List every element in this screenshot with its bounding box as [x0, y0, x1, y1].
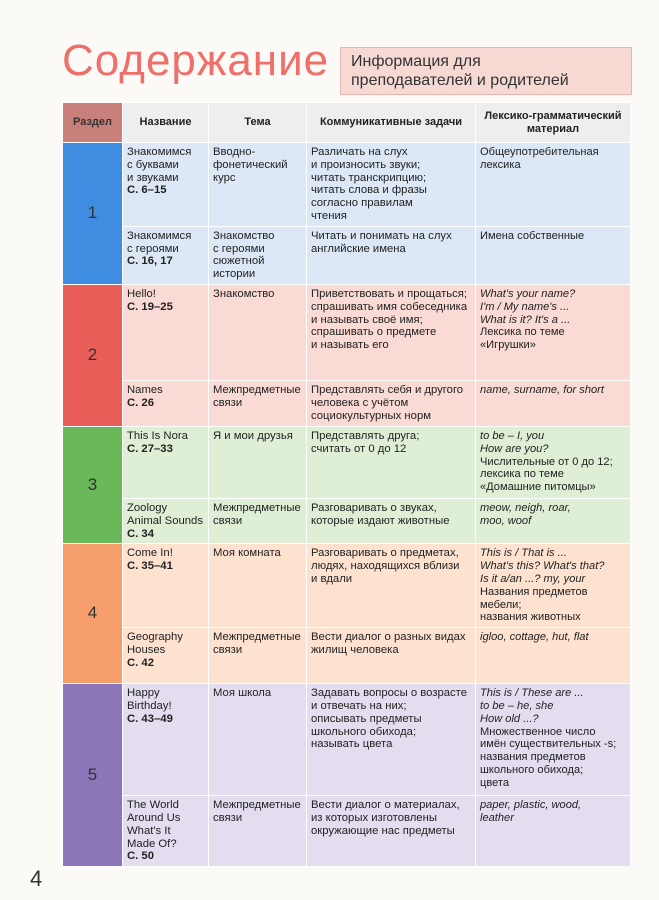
task-line: Вести диалог о разных видах: [311, 631, 466, 644]
task-line: спрашивать о предмете: [311, 326, 437, 339]
task-line: Различать на слух: [311, 146, 408, 158]
topic-line: Межпредметные: [213, 799, 301, 812]
tasks-cell: [307, 628, 476, 684]
lesson-name-line: Come In!: [127, 547, 173, 560]
col-header-tasks: Коммуникативные задачи: [307, 103, 476, 143]
table-row: [63, 684, 631, 796]
lexicon-line: Имена собственные: [480, 229, 585, 242]
table-header-row: [63, 103, 631, 143]
lesson-name-line: с буквами: [127, 158, 179, 171]
table-row: [63, 426, 631, 498]
table-row: [63, 628, 631, 684]
lexicon-line: лексика по теме: [480, 468, 564, 481]
table-row: [63, 796, 631, 867]
task-line: Читать и понимать на слух: [311, 229, 452, 242]
table-row: [63, 143, 631, 227]
task-line: и называть своё имя;: [311, 313, 423, 326]
lexicon-line: названия животных: [480, 611, 581, 624]
lesson-name-line: Names: [127, 383, 163, 396]
task-line: называть цвета: [311, 738, 393, 751]
page-title: Содержание: [62, 36, 330, 85]
tasks-cell: [307, 226, 476, 284]
task-line: Приветствовать и прощаться;: [311, 287, 468, 300]
lesson-name-line: Happy: [127, 687, 160, 700]
topic-cell: [209, 628, 307, 684]
lexicon-cell: [476, 796, 631, 867]
tasks-cell: [307, 143, 476, 227]
lexicon-cell: [476, 284, 631, 380]
lesson-name-line: с героями: [127, 242, 179, 255]
lexicon-cell: [476, 380, 631, 426]
lesson-name-cell: [123, 143, 209, 227]
tasks-cell: [307, 544, 476, 628]
task-line: и отвечать на них;: [311, 699, 407, 712]
lesson-name-line: Geography: [127, 631, 183, 644]
task-line: жилищ человека: [311, 643, 399, 656]
task-line: согласно правилам: [311, 197, 413, 210]
lesson-name-line: Houses: [127, 643, 166, 656]
lexicon-line: цвета: [480, 776, 510, 789]
lesson-name-cell: [123, 226, 209, 284]
tasks-cell: [307, 684, 476, 796]
topic-line: связи: [213, 643, 243, 656]
topic-line: Моя комната: [213, 547, 281, 560]
lesson-name-line: What's It: [127, 824, 171, 837]
section-number: 4: [63, 544, 123, 684]
lexicon-line: Множественное число: [480, 725, 596, 738]
topic-line: Знакомство: [213, 287, 275, 300]
tasks-cell: [307, 426, 476, 498]
table-row: [63, 380, 631, 426]
task-line: Представлять себя и другого: [311, 383, 464, 396]
task-line: считать от 0 до 12: [311, 442, 407, 455]
lesson-name-cell: [123, 284, 209, 380]
section-number: 2: [63, 284, 123, 426]
task-line: Представлять друга;: [311, 429, 420, 442]
table-row: [63, 498, 631, 543]
lexicon-cell: [476, 226, 631, 284]
lexicon-line: «Домашние питомцы»: [480, 481, 596, 494]
lesson-pages: С. 43–49: [127, 712, 173, 725]
lexicon-line: I'm / My name's ...: [480, 300, 570, 313]
lexicon-cell: [476, 498, 631, 543]
lesson-name-cell: [123, 426, 209, 498]
topic-cell: [209, 380, 307, 426]
lexicon-line: названия предметов: [480, 751, 586, 764]
task-line: описывать предметы: [311, 712, 422, 725]
topic-line: Межпредметные: [213, 631, 301, 644]
task-line: читать слова и фразы: [311, 184, 427, 197]
lesson-name-cell: [123, 498, 209, 543]
topic-line: фонетический: [213, 158, 288, 171]
lesson-pages: С. 6–15: [127, 184, 167, 197]
section-number: 1: [63, 143, 123, 285]
task-line: чтения: [311, 209, 347, 222]
topic-line: сюжетной: [213, 255, 265, 268]
topic-line: курс: [213, 171, 236, 184]
task-line: школьного обихода;: [311, 725, 417, 738]
lesson-name-line: Знакомимся: [127, 146, 192, 158]
topic-line: Вводно-: [213, 146, 256, 158]
topic-cell: [209, 498, 307, 543]
lexicon-line: leather: [480, 811, 514, 824]
topic-line: Знакомство: [213, 229, 275, 242]
task-line: спрашивать имя собеседника: [311, 300, 468, 313]
lesson-name-cell: [123, 380, 209, 426]
lesson-name-cell: [123, 628, 209, 684]
lexicon-line: How old ...?: [480, 712, 539, 725]
lexicon-line: Общеупотребительная: [480, 146, 599, 158]
page-number: 4: [30, 866, 43, 891]
lesson-name-line: Zoology: [127, 501, 168, 514]
contents-table: [62, 102, 631, 867]
info-line-2: преподавателей и родителей: [351, 72, 569, 89]
task-line: и называть его: [311, 339, 389, 352]
lexicon-line: This is / That is ...: [480, 547, 567, 560]
topic-cell: [209, 684, 307, 796]
table-row: [63, 544, 631, 628]
col-header-lexicon: Лексико-грамматический материал: [476, 103, 631, 143]
lexicon-line: Числительные от 0 до 12;: [480, 455, 613, 468]
lexicon-line: мебели;: [480, 598, 522, 611]
tasks-cell: [307, 380, 476, 426]
lesson-name-line: This Is Nora: [127, 429, 188, 442]
col-header-section: Раздел: [63, 103, 123, 143]
lexicon-line: This is / These are ...: [480, 687, 584, 700]
lesson-name-line: Made Of?: [127, 837, 177, 850]
section-number: 3: [63, 426, 123, 543]
lesson-pages: С. 34: [127, 527, 155, 540]
lexicon-line: igloo, cottage, hut, flat: [480, 631, 589, 644]
lexicon-cell: [476, 684, 631, 796]
topic-cell: [209, 796, 307, 867]
lexicon-line: How are you?: [480, 442, 549, 455]
topic-cell: [209, 426, 307, 498]
task-line: людях, находящихся вблизи: [311, 560, 460, 573]
col-header-name: Название: [123, 103, 209, 143]
topic-cell: [209, 143, 307, 227]
lexicon-line: to be – he, she: [480, 699, 554, 712]
topic-cell: [209, 284, 307, 380]
lesson-pages: С. 19–25: [127, 300, 173, 313]
lesson-pages: С. 35–41: [127, 560, 173, 573]
lexicon-line: to be – I, you: [480, 429, 545, 442]
lesson-name-cell: [123, 684, 209, 796]
topic-line: Межпредметные: [213, 501, 301, 514]
task-line: английские имена: [311, 242, 406, 255]
lexicon-cell: [476, 628, 631, 684]
lesson-name-line: и звуками: [127, 171, 179, 184]
task-line: из которых изготовлены: [311, 811, 437, 824]
topic-line: связи: [213, 811, 243, 824]
task-line: которые издают животные: [311, 514, 450, 527]
topic-line: истории: [213, 268, 256, 281]
lesson-name-line: The World: [127, 799, 179, 812]
lexicon-cell: [476, 426, 631, 498]
tasks-cell: [307, 284, 476, 380]
lexicon-cell: [476, 143, 631, 227]
section-number: 5: [63, 684, 123, 867]
task-line: социокультурных норм: [311, 409, 432, 422]
lexicon-line: школьного обихода;: [480, 763, 584, 776]
task-line: читать транскрипцию;: [311, 171, 427, 184]
lesson-name-line: Animal Sounds: [127, 514, 203, 527]
task-line: и вдали: [311, 572, 353, 585]
topic-line: Межпредметные: [213, 383, 301, 396]
table-row: [63, 226, 631, 284]
task-line: Разговаривать о предметах,: [311, 547, 459, 560]
topic-line: с героями: [213, 242, 265, 255]
tasks-cell: [307, 796, 476, 867]
lexicon-line: paper, plastic, wood,: [480, 799, 582, 812]
lesson-pages: С. 42: [127, 656, 155, 669]
topic-line: Моя школа: [213, 687, 272, 700]
lexicon-line: name, surname, for short: [480, 383, 604, 396]
topic-cell: [209, 544, 307, 628]
task-line: Вести диалог о материалах,: [311, 799, 460, 812]
lexicon-line: «Игрушки»: [480, 339, 536, 352]
lesson-name-line: Знакомимся: [127, 229, 192, 242]
lexicon-cell: [476, 544, 631, 628]
tasks-cell: [307, 498, 476, 543]
col-header-topic: Тема: [209, 103, 307, 143]
lexicon-line: What's this? What's that?: [480, 560, 605, 573]
lesson-name-cell: [123, 796, 209, 867]
lexicon-line: meow, neigh, roar,: [480, 501, 571, 514]
topic-line: Я и мои друзья: [213, 429, 293, 442]
task-line: окружающие нас предметы: [311, 824, 455, 837]
info-line-1: Информация для: [351, 53, 481, 70]
lexicon-line: лексика: [480, 158, 521, 171]
lexicon-line: What's your name?: [480, 287, 576, 300]
task-line: человека с учётом: [311, 396, 409, 409]
lesson-name-line: Hello!: [127, 287, 156, 300]
lexicon-line: moo, woof: [480, 514, 532, 527]
lesson-name-line: Around Us: [127, 811, 181, 824]
lexicon-line: What is it? It's a ...: [480, 313, 571, 326]
info-box: [340, 47, 632, 95]
lesson-pages: С. 27–33: [127, 442, 173, 455]
lesson-pages: С. 26: [127, 396, 155, 409]
topic-line: связи: [213, 514, 243, 527]
table-row: [63, 284, 631, 380]
lexicon-line: Названия предметов: [480, 585, 588, 598]
lexicon-line: имён существительных -s;: [480, 738, 617, 751]
lexicon-line: Лексика по теме: [480, 326, 565, 339]
lesson-pages: С. 50: [127, 850, 155, 863]
topic-cell: [209, 226, 307, 284]
lesson-name-line: Birthday!: [127, 699, 172, 712]
lexicon-line: Is it a/an ...? my, your: [480, 572, 586, 585]
lesson-pages: С. 16, 17: [127, 255, 173, 268]
task-line: Разговаривать о звуках,: [311, 501, 437, 514]
task-line: и произносить звуки;: [311, 158, 421, 171]
topic-line: связи: [213, 396, 243, 409]
lesson-name-cell: [123, 544, 209, 628]
task-line: Задавать вопросы о возрасте: [311, 687, 468, 700]
